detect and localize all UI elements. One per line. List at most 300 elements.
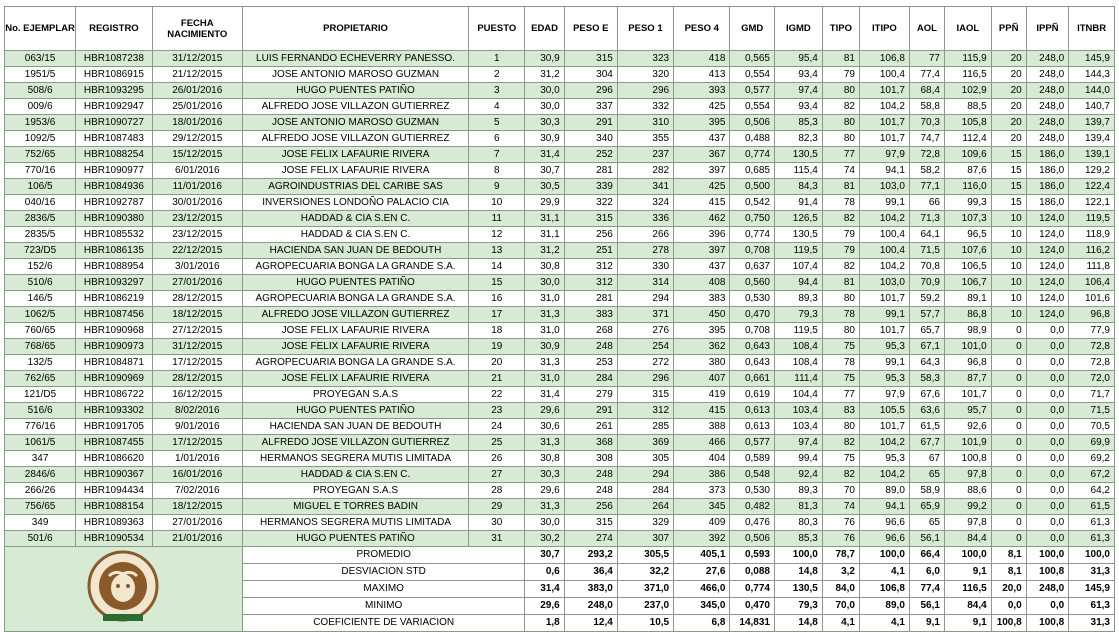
table-cell: 99,3 [944, 195, 991, 211]
stats-value: 10,5 [617, 615, 673, 632]
table-cell: 285 [617, 419, 673, 435]
table-cell: 96,5 [944, 227, 991, 243]
table-row [5, 515, 1115, 531]
table-cell: 30,7 [525, 163, 564, 179]
table-cell: 15 [991, 163, 1026, 179]
table-row [5, 227, 1115, 243]
table-row [5, 147, 1115, 163]
table-cell: 31/12/2015 [152, 339, 242, 355]
table-cell: 80 [822, 83, 859, 99]
table-cell: HBR1090727 [76, 115, 152, 131]
table-cell: 88,5 [944, 99, 991, 115]
table-cell: 0 [991, 451, 1026, 467]
table-cell: 65,9 [909, 499, 944, 515]
table-cell: 8/02/2016 [152, 403, 242, 419]
table-cell: 466 [674, 435, 730, 451]
table-cell: 2836/5 [5, 211, 76, 227]
table-cell: PROYEGAN S.A.S [242, 387, 468, 403]
table-cell: 21/12/2015 [152, 67, 242, 83]
table-cell: 20 [991, 115, 1026, 131]
table-cell: 100,4 [859, 243, 909, 259]
table-cell: 248,0 [1026, 67, 1068, 83]
table-cell: 404 [674, 451, 730, 467]
stats-value: 66,4 [909, 547, 944, 564]
stats-value: 84,4 [944, 598, 991, 615]
table-cell: 0,554 [730, 99, 775, 115]
table-cell: 61,3 [1069, 515, 1115, 531]
table-cell: 5 [469, 115, 525, 131]
table-cell: 25 [469, 435, 525, 451]
table-cell: 99,1 [859, 355, 909, 371]
table-cell: 0,0 [1026, 451, 1068, 467]
table-cell: 248,0 [1026, 115, 1068, 131]
table-cell: 186,0 [1026, 179, 1068, 195]
column-header: PPÑ [991, 7, 1026, 51]
table-cell: 291 [564, 403, 617, 419]
table-cell: 30,6 [525, 419, 564, 435]
table-cell: 0 [991, 435, 1026, 451]
table-cell: 77,1 [909, 179, 944, 195]
table-cell: 0,0 [1026, 499, 1068, 515]
results-table-container [4, 6, 1115, 632]
table-cell: 756/65 [5, 499, 76, 515]
prueba-nacional-logo-icon [75, 548, 171, 624]
table-cell: 75 [822, 339, 859, 355]
table-cell: 27/01/2016 [152, 515, 242, 531]
table-cell: 20 [991, 83, 1026, 99]
table-cell: 284 [564, 371, 617, 387]
table-cell: 152/6 [5, 259, 76, 275]
table-cell: 0 [991, 403, 1026, 419]
table-cell: 371 [617, 307, 673, 323]
table-cell: 0,554 [730, 67, 775, 83]
stats-value: 100,0 [859, 547, 909, 564]
table-cell: 9 [469, 179, 525, 195]
table-cell: 425 [674, 179, 730, 195]
table-row [5, 371, 1115, 387]
table-cell: 266/26 [5, 483, 76, 499]
table-cell: 770/16 [5, 163, 76, 179]
table-cell: 20 [991, 99, 1026, 115]
table-cell: 186,0 [1026, 163, 1068, 179]
table-cell: HUGO PUENTES PATIÑO [242, 83, 468, 99]
table-cell: 102,9 [944, 83, 991, 99]
table-row [5, 531, 1115, 547]
table-cell: 28/12/2015 [152, 371, 242, 387]
table-cell: 118,9 [1069, 227, 1115, 243]
table-cell: 186,0 [1026, 147, 1068, 163]
table-cell: ALFREDO JOSE VILLAZON GUTIERREZ [242, 307, 468, 323]
table-cell: 294 [617, 291, 673, 307]
table-cell: 248,0 [1026, 51, 1068, 67]
table-cell: 294 [617, 467, 673, 483]
table-cell: 94,4 [775, 275, 823, 291]
stats-value: 0,088 [730, 564, 775, 581]
table-cell: 776/16 [5, 419, 76, 435]
table-cell: 186,0 [1026, 195, 1068, 211]
table-cell: 26/01/2016 [152, 83, 242, 99]
stats-value: 9,1 [944, 615, 991, 632]
table-cell: 31,0 [525, 371, 564, 387]
table-cell: 109,6 [944, 147, 991, 163]
table-cell: 78 [822, 355, 859, 371]
table-cell: 100,4 [859, 67, 909, 83]
stats-value: 0,470 [730, 598, 775, 615]
table-cell: 85,3 [775, 115, 823, 131]
table-cell: AGROPECUARIA BONGA LA GRANDE S.A. [242, 291, 468, 307]
table-cell: HACIENDA SAN JUAN DE BEDOUTH [242, 243, 468, 259]
table-cell: 93,4 [775, 99, 823, 115]
table-cell: 82 [822, 99, 859, 115]
table-cell: 88,6 [944, 483, 991, 499]
table-cell: 314 [617, 275, 673, 291]
table-cell: 80 [822, 419, 859, 435]
table-cell: 116,0 [944, 179, 991, 195]
table-cell: 0 [991, 467, 1026, 483]
table-cell: 31 [469, 531, 525, 547]
table-cell: 122,1 [1069, 195, 1115, 211]
table-cell: 253 [564, 355, 617, 371]
table-cell: 462 [674, 211, 730, 227]
table-cell: 425 [674, 99, 730, 115]
table-cell: 0 [991, 371, 1026, 387]
table-cell: 121/D5 [5, 387, 76, 403]
table-cell: ALFREDO JOSE VILLAZON GUTIERREZ [242, 435, 468, 451]
table-cell: 67,6 [909, 387, 944, 403]
table-cell: 310 [617, 115, 673, 131]
table-cell: 10 [991, 307, 1026, 323]
table-cell: 27/12/2015 [152, 323, 242, 339]
table-cell: 367 [674, 147, 730, 163]
table-cell: 31/12/2015 [152, 51, 242, 67]
table-cell: 0,774 [730, 147, 775, 163]
stats-value: 14,8 [775, 564, 823, 581]
table-cell: HBR1085532 [76, 227, 152, 243]
table-cell: 104,2 [859, 99, 909, 115]
table-cell: 0,0 [1026, 323, 1068, 339]
table-cell: 31,3 [525, 355, 564, 371]
stats-value: 4,1 [859, 564, 909, 581]
table-cell: 77,4 [909, 67, 944, 83]
table-cell: INVERSIONES LONDOÑO PALACIO CIA [242, 195, 468, 211]
table-cell: 80 [822, 115, 859, 131]
table-cell: 70,5 [1069, 419, 1115, 435]
table-cell: 0,577 [730, 83, 775, 99]
table-cell: 315 [564, 211, 617, 227]
table-cell: 20 [991, 131, 1026, 147]
table-cell: 276 [617, 323, 673, 339]
table-cell: 0,589 [730, 451, 775, 467]
table-cell: 248 [564, 467, 617, 483]
table-cell: 76 [822, 531, 859, 547]
table-cell: 95,3 [859, 339, 909, 355]
table-cell: 104,2 [859, 211, 909, 227]
table-cell: HBR1086722 [76, 387, 152, 403]
table-cell: 31,3 [525, 435, 564, 451]
table-cell: 18/12/2015 [152, 307, 242, 323]
table-cell: 30,8 [525, 451, 564, 467]
table-cell: 89,3 [775, 483, 823, 499]
table-cell: 0,0 [1026, 531, 1068, 547]
column-header: TIPO [822, 7, 859, 51]
table-cell: 130,5 [775, 147, 823, 163]
table-cell: 106,7 [944, 275, 991, 291]
table-cell: HBR1087238 [76, 51, 152, 67]
table-cell: 6/01/2016 [152, 163, 242, 179]
table-cell: 112,4 [944, 131, 991, 147]
stats-value: 100,8 [991, 615, 1026, 632]
table-cell: 77,9 [1069, 323, 1115, 339]
table-cell: 99,4 [775, 451, 823, 467]
table-cell: 20 [991, 51, 1026, 67]
header-row [5, 7, 1115, 51]
stats-value: 0,0 [1026, 598, 1068, 615]
table-cell: 31,2 [525, 67, 564, 83]
table-cell: HBR1086135 [76, 243, 152, 259]
table-cell: 75 [822, 451, 859, 467]
table-cell: 0,685 [730, 163, 775, 179]
table-cell: 65 [909, 515, 944, 531]
stats-value: 371,0 [617, 581, 673, 598]
table-cell: JOSE ANTONIO MAROSO GUZMAN [242, 67, 468, 83]
table-cell: 393 [674, 83, 730, 99]
table-cell: 81 [822, 51, 859, 67]
table-cell: 0,560 [730, 275, 775, 291]
table-cell: 101,7 [859, 115, 909, 131]
table-cell: 74,7 [909, 131, 944, 147]
table-cell: 79 [822, 67, 859, 83]
table-cell: 107,4 [775, 259, 823, 275]
table-row [5, 403, 1115, 419]
table-cell: 501/6 [5, 531, 76, 547]
table-cell: 4 [469, 99, 525, 115]
table-cell: 82 [822, 259, 859, 275]
table-cell: 103,4 [775, 419, 823, 435]
table-cell: 1062/5 [5, 307, 76, 323]
table-cell: 106,5 [944, 259, 991, 275]
table-cell: 31,4 [525, 387, 564, 403]
table-cell: 409 [674, 515, 730, 531]
table-cell: 31,3 [525, 307, 564, 323]
stats-value: 31,4 [525, 581, 564, 598]
table-cell: 101,7 [859, 419, 909, 435]
table-cell: 252 [564, 147, 617, 163]
table-cell: 0,530 [730, 291, 775, 307]
stats-value: 31,3 [1069, 615, 1115, 632]
stats-value: 6,8 [674, 615, 730, 632]
column-header: IAOL [944, 7, 991, 51]
table-cell: 274 [564, 531, 617, 547]
table-cell: HBR1093302 [76, 403, 152, 419]
table-cell: HBR1088154 [76, 499, 152, 515]
table-cell: 66 [909, 195, 944, 211]
table-cell: 23 [469, 403, 525, 419]
table-cell: 124,0 [1026, 243, 1068, 259]
table-cell: 95,7 [944, 403, 991, 419]
table-cell: 9/01/2016 [152, 419, 242, 435]
stats-label: COEFICIENTE DE VARIACION [242, 615, 525, 632]
table-cell: HBR1086915 [76, 67, 152, 83]
table-cell: 450 [674, 307, 730, 323]
table-cell: 71,3 [909, 211, 944, 227]
table-cell: 251 [564, 243, 617, 259]
table-cell: 30,2 [525, 531, 564, 547]
table-cell: 68,4 [909, 83, 944, 99]
table-cell: 65,7 [909, 323, 944, 339]
table-cell: HADDAD & CIA S.EN C. [242, 211, 468, 227]
column-header: AOL [909, 7, 944, 51]
table-cell: 312 [564, 275, 617, 291]
table-cell: 140,7 [1069, 99, 1115, 115]
table-cell: JOSE FELIX LAFAURIE RIVERA [242, 371, 468, 387]
stats-value: 27,6 [674, 564, 730, 581]
table-cell: 30,9 [525, 131, 564, 147]
table-cell: 315 [564, 515, 617, 531]
table-cell: 104,2 [859, 435, 909, 451]
stats-value: 89,0 [859, 598, 909, 615]
table-cell: 67 [909, 451, 944, 467]
results-table [4, 6, 1115, 632]
stats-value: 4,1 [859, 615, 909, 632]
table-cell: 31,0 [525, 323, 564, 339]
table-cell: HBR1090969 [76, 371, 152, 387]
table-cell: 30,5 [525, 179, 564, 195]
table-row [5, 467, 1115, 483]
stats-row [5, 547, 1115, 564]
table-cell: 84,4 [944, 531, 991, 547]
table-cell: 95,4 [775, 51, 823, 67]
table-cell: HBR1087456 [76, 307, 152, 323]
table-cell: HERMANOS SEGRERA MUTIS LIMITADA [242, 451, 468, 467]
table-cell: 87,7 [944, 371, 991, 387]
table-cell: 20 [469, 355, 525, 371]
table-cell: 508/6 [5, 83, 76, 99]
stats-value: 106,8 [859, 581, 909, 598]
table-cell: 63,6 [909, 403, 944, 419]
table-cell: 107,3 [944, 211, 991, 227]
table-cell: 126,5 [775, 211, 823, 227]
table-cell: 413 [674, 67, 730, 83]
column-header: PUESTO [469, 7, 525, 51]
table-cell: 0 [991, 323, 1026, 339]
stats-value: 405,1 [674, 547, 730, 564]
table-cell: 437 [674, 259, 730, 275]
table-cell: 16 [469, 291, 525, 307]
stats-label: MAXIMO [242, 581, 525, 598]
stats-value: 30,7 [525, 547, 564, 564]
table-cell: 31,4 [525, 147, 564, 163]
table-cell: 103,0 [859, 275, 909, 291]
stats-value: 345,0 [674, 598, 730, 615]
table-cell: 0,613 [730, 403, 775, 419]
table-cell: 89,1 [944, 291, 991, 307]
column-header: EDAD [525, 7, 564, 51]
table-cell: HBR1093295 [76, 83, 152, 99]
table-cell: 97,9 [859, 387, 909, 403]
table-cell: 29 [469, 499, 525, 515]
table-cell: 248,0 [1026, 83, 1068, 99]
table-row [5, 115, 1115, 131]
table-cell: 15 [991, 179, 1026, 195]
table-cell: 17/12/2015 [152, 435, 242, 451]
table-cell: 30,3 [525, 467, 564, 483]
table-cell: HACIENDA SAN JUAN DE BEDOUTH [242, 419, 468, 435]
table-cell: HUGO PUENTES PATIÑO [242, 275, 468, 291]
stats-value: 0,774 [730, 581, 775, 598]
table-cell: HBR1092787 [76, 195, 152, 211]
table-cell: 20 [991, 67, 1026, 83]
table-cell: 0 [991, 531, 1026, 547]
table-cell: HBR1088954 [76, 259, 152, 275]
table-cell: 10 [469, 195, 525, 211]
table-cell: 97,4 [775, 83, 823, 99]
table-cell: 395 [674, 323, 730, 339]
table-cell: 64,3 [909, 355, 944, 371]
table-cell: 18 [469, 323, 525, 339]
table-cell: 10 [991, 291, 1026, 307]
stats-value: 79,3 [775, 598, 823, 615]
table-cell: AGROPECUARIA BONGA LA GRANDE S.A. [242, 355, 468, 371]
table-cell: 101,0 [944, 339, 991, 355]
table-cell: 0,637 [730, 259, 775, 275]
table-cell: 95,3 [859, 371, 909, 387]
table-cell: 3 [469, 83, 525, 99]
table-cell: 248 [564, 483, 617, 499]
table-cell: 124,0 [1026, 275, 1068, 291]
table-cell: 0,470 [730, 307, 775, 323]
table-cell: 83 [822, 403, 859, 419]
table-cell: 31,1 [525, 211, 564, 227]
table-cell: 332 [617, 99, 673, 115]
table-cell: 99,2 [944, 499, 991, 515]
table-cell: 762/65 [5, 371, 76, 387]
table-cell: 56,1 [909, 531, 944, 547]
table-cell: 82 [822, 467, 859, 483]
table-cell: 22 [469, 387, 525, 403]
table-cell: 84,3 [775, 179, 823, 195]
table-cell: 237 [617, 147, 673, 163]
table-cell: 6 [469, 131, 525, 147]
table-cell: 282 [617, 163, 673, 179]
table-cell: 3/01/2016 [152, 259, 242, 275]
stats-value: 3,2 [822, 564, 859, 581]
table-cell: 380 [674, 355, 730, 371]
table-cell: 69,9 [1069, 435, 1115, 451]
table-cell: 368 [564, 435, 617, 451]
table-cell: 397 [674, 243, 730, 259]
table-cell: 0,661 [730, 371, 775, 387]
table-cell: 30/01/2016 [152, 195, 242, 211]
table-cell: 139,7 [1069, 115, 1115, 131]
table-cell: 266 [617, 227, 673, 243]
table-cell: 10 [991, 211, 1026, 227]
table-cell: 383 [564, 307, 617, 323]
table-cell: 315 [564, 51, 617, 67]
table-cell: 0,0 [1026, 419, 1068, 435]
table-cell: 14 [469, 259, 525, 275]
table-cell: 28/12/2015 [152, 291, 242, 307]
table-cell: 0,530 [730, 483, 775, 499]
table-cell: 415 [674, 403, 730, 419]
table-cell: 79 [822, 243, 859, 259]
table-cell: 61,3 [1069, 531, 1115, 547]
table-cell: 408 [674, 275, 730, 291]
table-cell: 2835/5 [5, 227, 76, 243]
table-cell: HBR1084871 [76, 355, 152, 371]
table-cell: 103,0 [859, 179, 909, 195]
table-cell: 268 [564, 323, 617, 339]
table-cell: 122,4 [1069, 179, 1115, 195]
